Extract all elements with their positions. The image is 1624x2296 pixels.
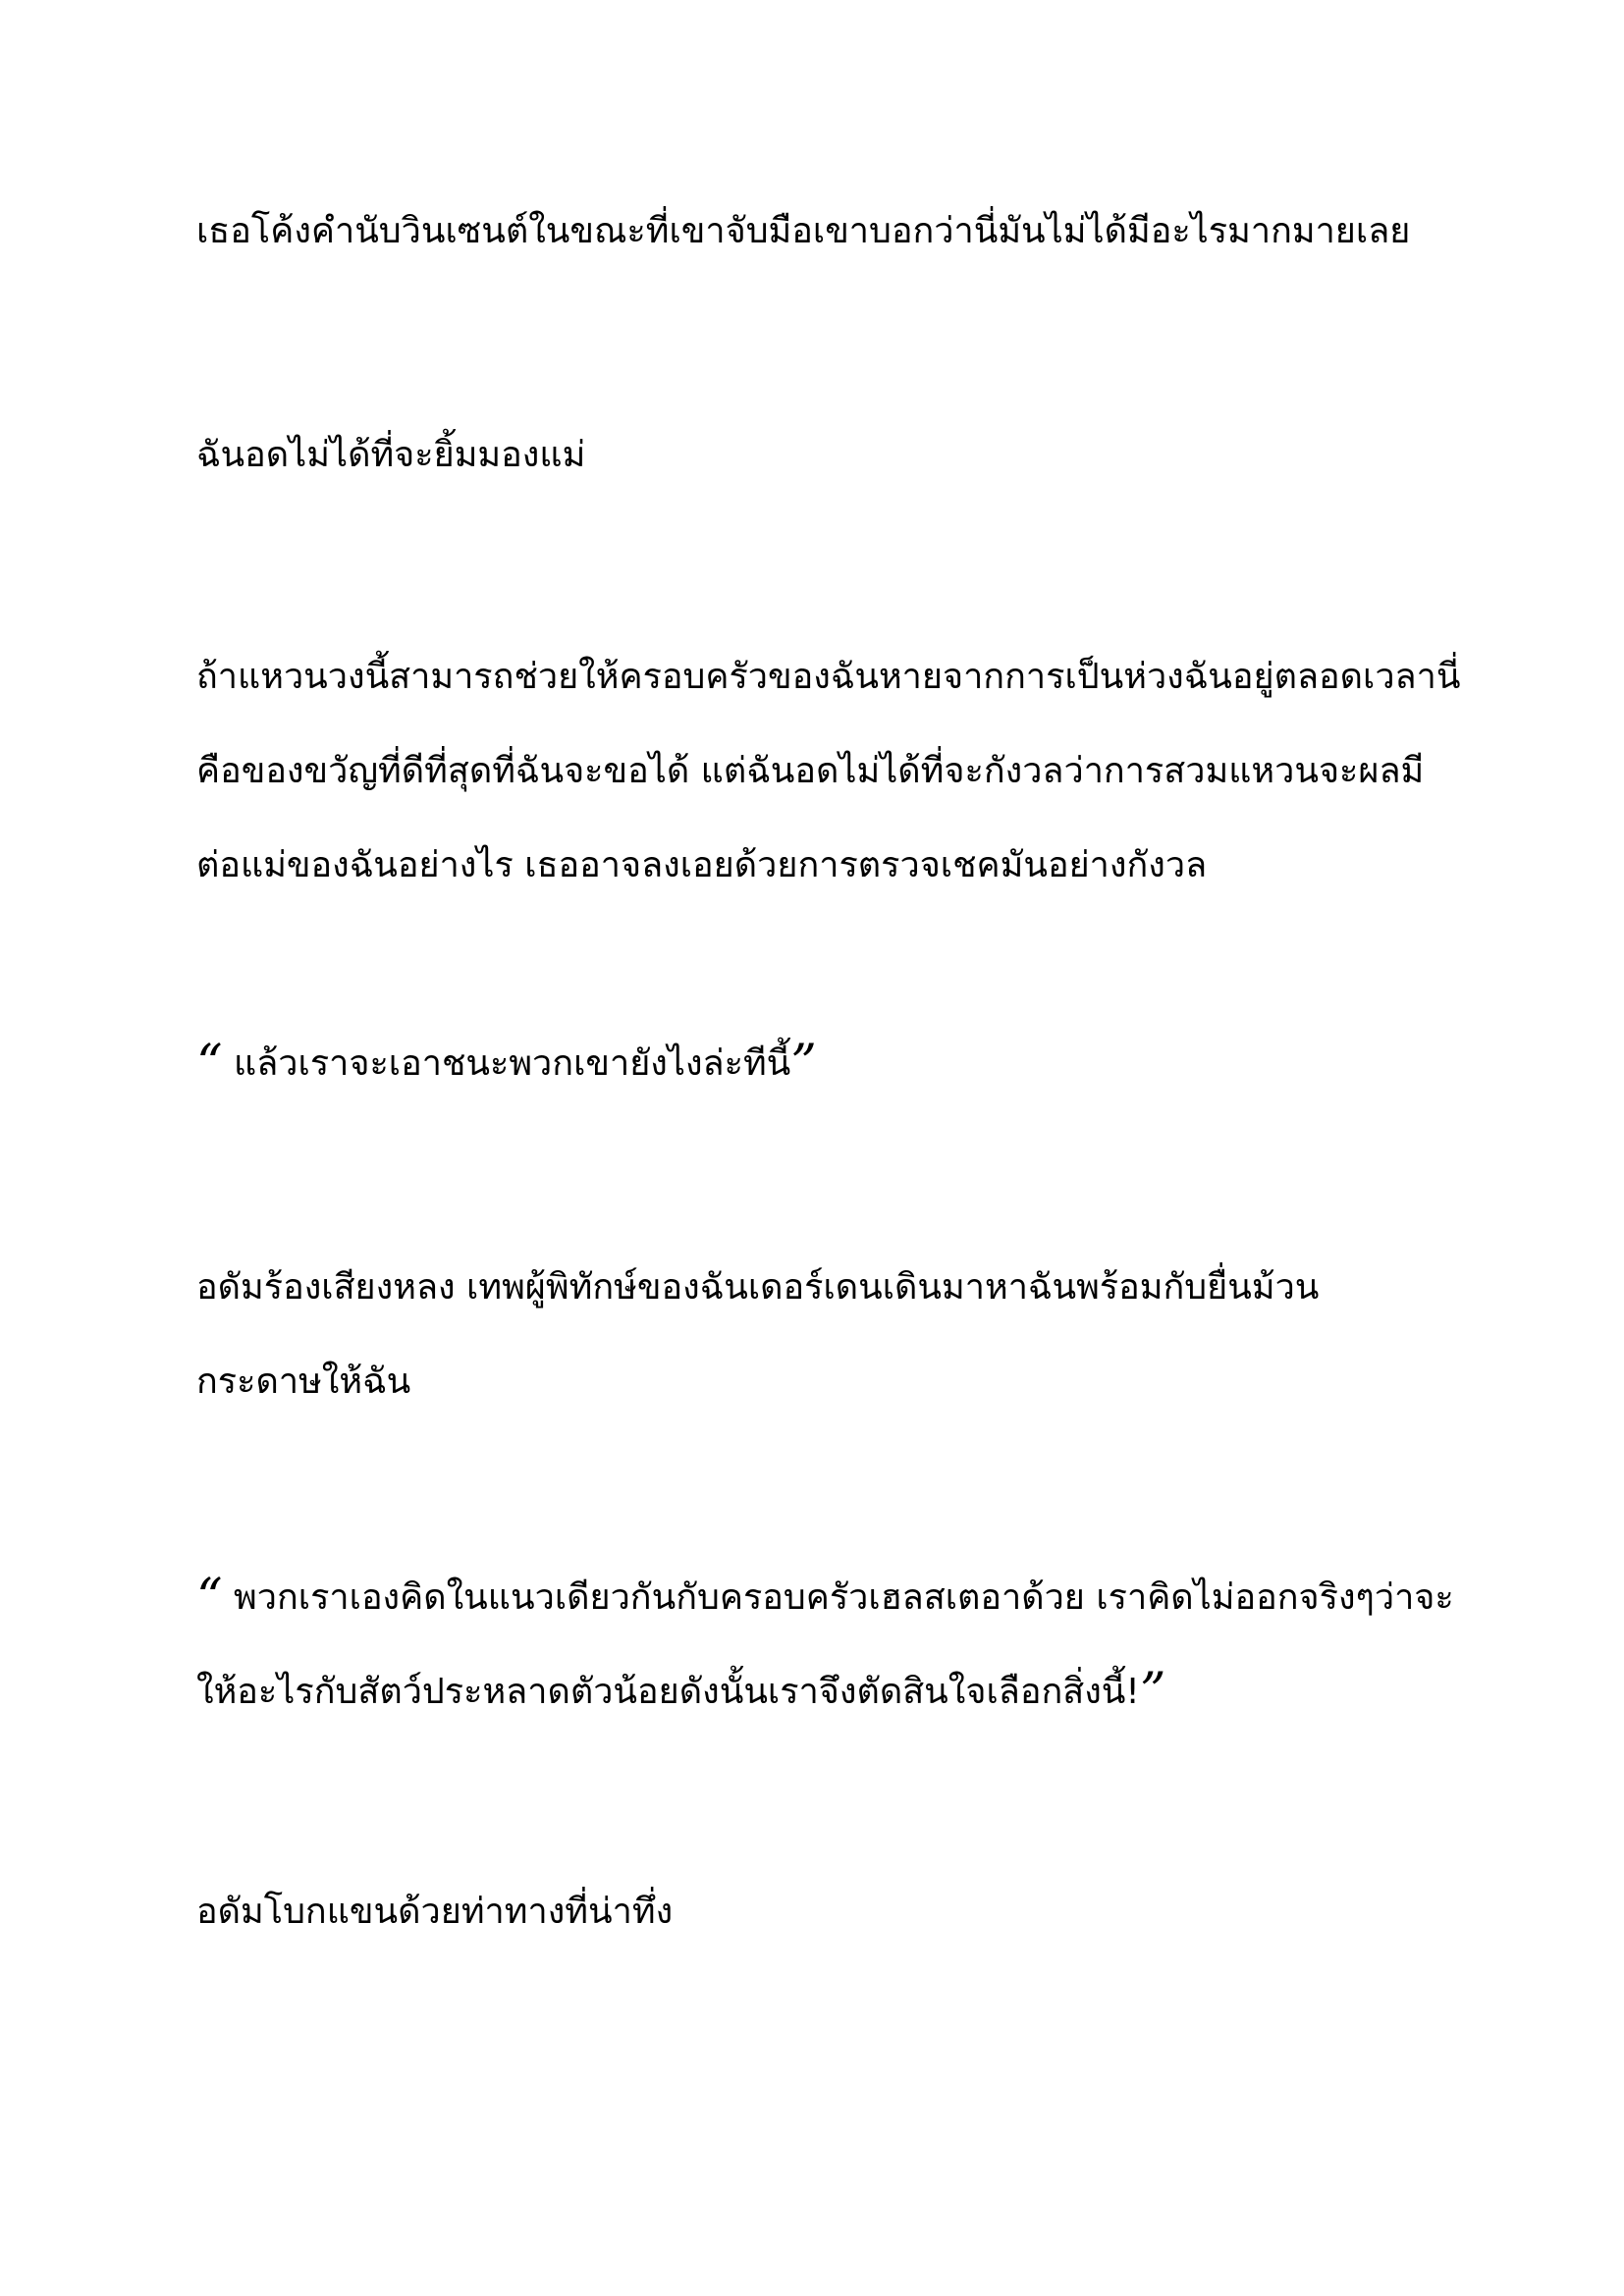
paragraph-2 — [196, 408, 1473, 503]
close-quote-mark: ” — [790, 1035, 817, 1094]
paragraph-line: กระดาษให้ฉัน — [196, 1362, 411, 1402]
paragraph-4-dialogue — [196, 1017, 1473, 1111]
dialogue-text: แล้วเราจะเอาชนะพวกเขายังไงล่ะทีนี้ — [222, 1043, 791, 1084]
paragraph-5 — [196, 1241, 1473, 1429]
paragraph-line: อดัมร้องเสียงหลง เทพผู้พิทักษ์ของฉันเดอร์เดนเดินมาหาฉันพร้อมกับยื่นม้วน — [196, 1267, 1320, 1308]
paragraph-3 — [196, 630, 1473, 913]
paragraph-line: อดัมโบกแขนด้วยท่าทางที่น่าทึ่ง — [196, 1892, 674, 1932]
paragraph-line: ถ้าแหวนวงนี้สามารถช่วยให้ครอบครัวของฉันหายจากการเป็นห่วงฉันอยู่ตลอดเวลานี่ — [196, 657, 1461, 697]
paragraph-6-dialogue — [196, 1551, 1473, 1739]
open-quote-mark: “ — [196, 1569, 223, 1628]
open-quote-mark: “ — [196, 1035, 223, 1094]
close-quote-mark: ” — [1139, 1663, 1166, 1722]
paragraph-7 — [196, 1865, 1473, 1959]
paragraph-1 — [196, 185, 1473, 279]
dialogue-text: ให้อะไรกับสัตว์ประหลาดตัวน้อยดังนั้นเราจึงตัดสินใจเลือกสิ่งนี้! — [196, 1672, 1140, 1712]
paragraph-line: เธอโค้งคำนับวินเซนต์ในขณะที่เขาจับมือเขาบอกว่านี่มันไม่ได้มีอะไรมากมายเลย — [196, 211, 1411, 251]
paragraph-line: ต่อแม่ของฉันอย่างไร เธออาจลงเอยด้วยการตรวจเชคมันอย่างกังวล — [196, 845, 1208, 885]
paragraph-line — [196, 1551, 1473, 1645]
paragraph-line — [196, 1645, 1473, 1739]
dialogue-text: พวกเราเองคิดในแนวเดียวกันกับครอบครัวเฮลสเตอาด้วย เราคิดไม่ออกจริงๆว่าจะ — [222, 1577, 1454, 1618]
paragraph-line: ฉันอดไม่ได้ที่จะยิ้มมองแม่ — [196, 435, 586, 475]
paragraph-line — [196, 1017, 1473, 1111]
paragraph-line: คือของขวัญที่ดีที่สุดที่ฉันจะขอได้ แต่ฉันอดไม่ได้ที่จะกังวลว่าการสวมแหวนจะผลมี — [196, 751, 1425, 791]
